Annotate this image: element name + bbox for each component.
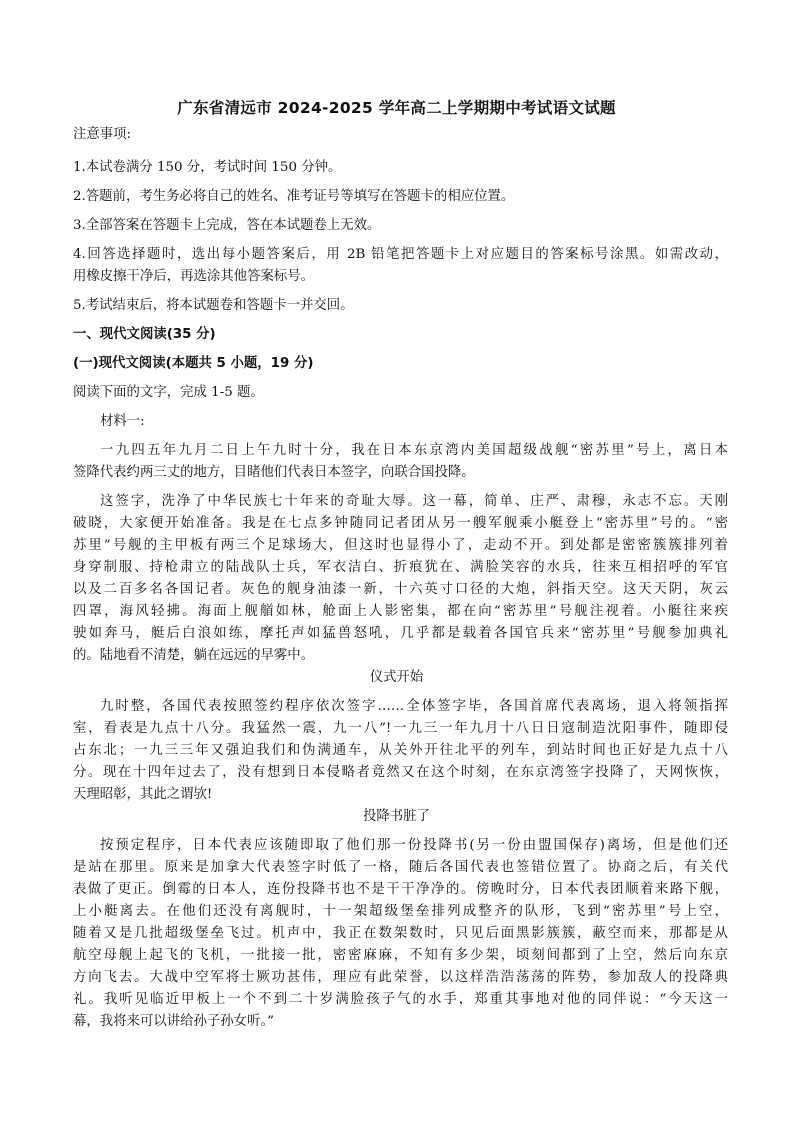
para4-line: 上小艇离去。在他们还没有离舰时，十一架超级堡垒排列成整齐的队形，飞到“密苏里”号上空， (73, 904, 728, 919)
reading-instruction: 阅读下面的文字，完成 1-5 题。 (73, 385, 264, 400)
para2-line: 这签字，洗净了中华民族七十年来的奇耻大辱。这一幕，简单、庄严、肃穆，永志不忘。天刚 (100, 494, 728, 509)
notice-heading: 注意事项: (73, 127, 132, 142)
material-label: 材料一: (100, 414, 145, 429)
para4-line: 随着又是几批超级堡垒飞过。机声中，我正在数架数时，只见后面黑影簇簇，蔽空而来，那都是从 (73, 926, 728, 941)
para2-line: 驶如奔马，艇后白浪如练，摩托声如猛兽怒吼，几乎都是载着各国官兵来“密苏里”号舰参加典礼 (73, 626, 728, 641)
para2-line: 苏里”号舰的主甲板有两三个足球场大，但这时也显得小了，走动不开。到处都是密密簇簇排列着 (73, 538, 728, 553)
document-title: 广东省清远市 2024-2025 学年高二上学期期中考试语文试题 (177, 99, 616, 117)
para3-line: 室，看表是九点十八分。我猛然一震，九一八”!一九三一年九月十八日日寇制造沈阳事件，随即侵 (73, 721, 728, 736)
para1-line: 签降代表约两三丈的地方，目睹他们代表日本签字，向联合国投降。 (73, 465, 475, 480)
para4-line: 表做了更正。倒霉的日本人，连份投降书也不是干干净净的。傍晚时分，日本代表团顺着来路下舰， (73, 882, 728, 897)
para2-line: 身穿制服、持枪肃立的陆战队士兵，军衣洁白、折痕犹在、满脸笑容的水兵，往来互相招呼的军官 (73, 560, 728, 575)
para2-line: 四罩，海风轻拂。海面上舰艏如林，舱面上人影密集，都在向“密苏里”号舰注视着。小艇往来疾 (73, 604, 728, 619)
para4-line: 方向飞去。大战中空军将士厥功甚伟，理应有此荣誉，以这样浩浩荡荡的阵势，参加敌人的投降典 (73, 970, 728, 985)
subsection-heading: (一)现代文阅读(本题共 5 小题，19 分) (73, 356, 314, 371)
para3-line: 九时整，各国代表按照签约程序依次签字……全体签字毕，各国首席代表离场，退入将领指挥 (100, 699, 728, 714)
subheading-ceremony: 仪式开始 (369, 670, 424, 685)
para1-line: 一九四五年九月二日上午九时十分，我在日本东京湾内美国超级战舰“密苏里”号上，离日本 (100, 443, 728, 458)
para4-line: 航空母舰上起飞的飞机，一批接一批，密密麻麻，不知有多少架，顷刻间都到了上空，然后向东京 (73, 948, 728, 963)
notice-4-line-1: 4.回答选择题时，选出每小题答案后，用 2B 铅笔把答题卡上对应题目的答案标号涂黑。如需改动， (73, 247, 728, 262)
subheading-dirty-document: 投降书脏了 (363, 809, 430, 824)
para4-line: 礼。我听见临近甲板上一个不到二十岁满脸孩子气的水手，郑重其事地对他的同伴说：“今天这一 (73, 992, 728, 1007)
para2-line: 的。陆地看不清楚，躺在远远的早雾中。 (73, 648, 315, 663)
para2-line: 以及二百多名各国记者。灰色的舰身油漆一新，十六英寸口径的大炮，斜指天空。这天天阴，灰云 (73, 582, 728, 597)
para3-line: 占东北；一九三三年又强迫我们和伪满通车，从关外开往北平的列车，到站时间也正好是九点十八 (73, 743, 728, 758)
para4-line: 按预定程序，日本代表应该随即取了他们那一份投降书(另一份由盟国保存)离场，但是他们还 (100, 838, 728, 853)
notice-1: 1.本试卷满分 150 分，考试时间 150 分钟。 (73, 160, 342, 175)
notice-4-line-2: 用橡皮擦干净后，再选涂其他答案标号。 (73, 269, 315, 284)
para3-line: 天理昭彰，其此之谓欤! (73, 787, 213, 802)
para4-line: 是站在那里。原来是加拿大代表签字时低了一格，随后各国代表也签错位置了。协商之后，有关代 (73, 860, 728, 875)
notice-2: 2.答题前，考生务必将自己的姓名、准考证号等填写在答题卡的相应位置。 (73, 189, 515, 204)
para2-line: 破晓，大家便开始准备。我是在七点多钟随同记者团从另一艘军舰乘小艇登上“密苏里”号的。“密 (73, 516, 728, 531)
notice-3: 3.全部答案在答题卡上完成，答在本试题卷上无效。 (73, 218, 381, 233)
section-heading: 一、现代文阅读(35 分) (73, 327, 216, 342)
para4-line: 幕，我将来可以讲给孙子孙女听。” (73, 1014, 275, 1029)
para3-line: 分。现在十四年过去了，没有想到日本侵略者竟然又在这个时刻，在东京湾签字投降了，天网恢恢， (73, 765, 728, 780)
notice-5: 5.考试结束后，将本试题卷和答题卡一并交回。 (73, 298, 354, 313)
